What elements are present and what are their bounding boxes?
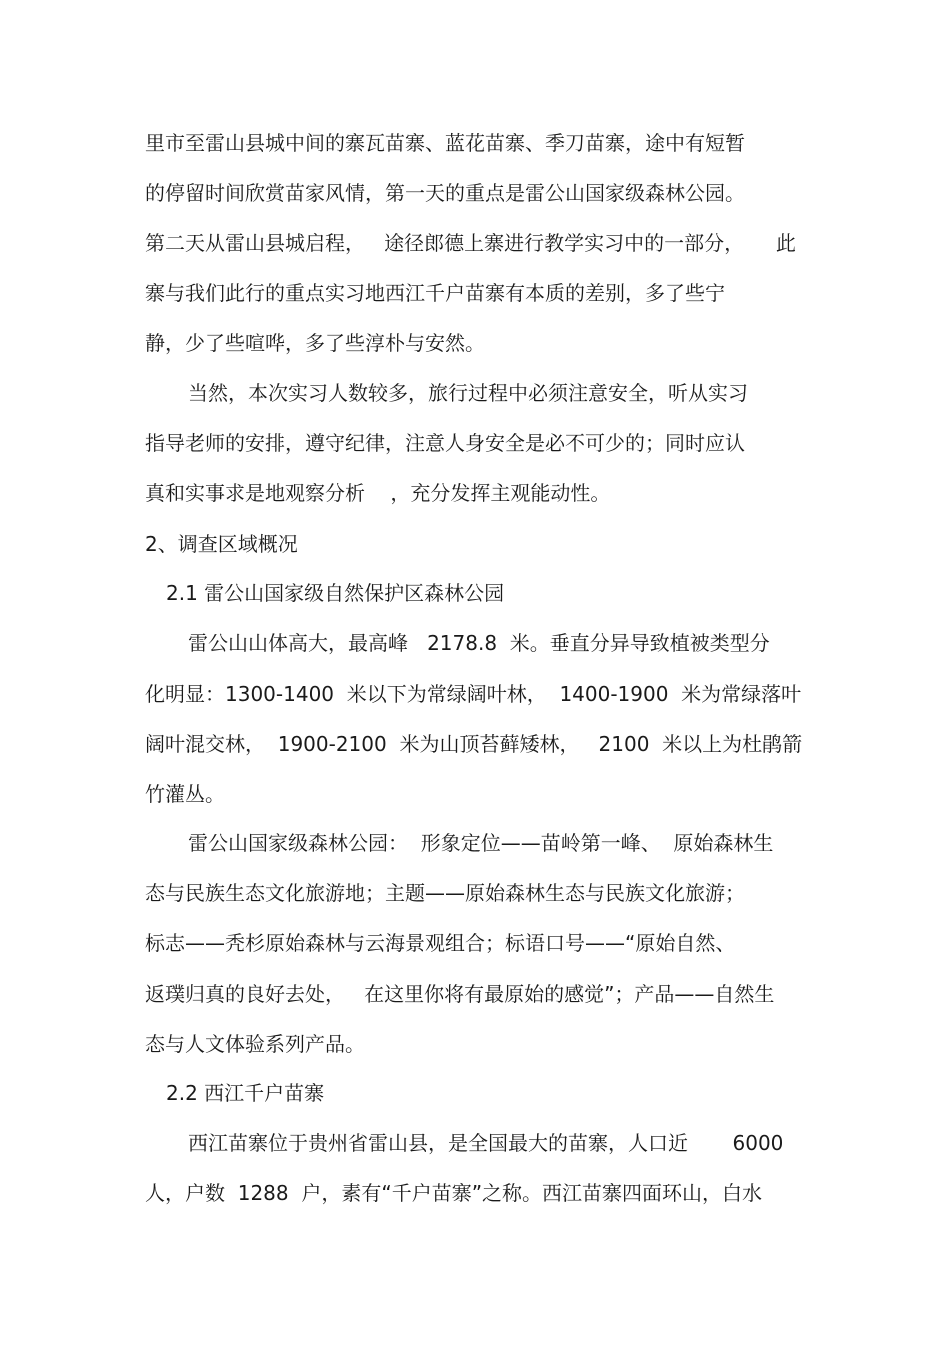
text-line: 指导老师的安排，遵守纪律，注意人身安全是必不可少的；同时应认 — [145, 431, 745, 455]
text-line: 第二天从雷山县城启程， 途径郎德上寨进行教学实习中的一部分， 此 — [145, 231, 796, 255]
paragraph-start-line: 雷公山山体高大，最高峰 2178.8 米。垂直分异导致植被类型分 — [188, 631, 770, 655]
subsection-heading: 2.2 西江千户苗寨 — [166, 1081, 325, 1105]
paragraph-start-line: 当然，本次实习人数较多，旅行过程中必须注意安全，听从实习 — [188, 381, 748, 405]
text-line: 标志——秃杉原始森林与云海景观组合；标语口号——“原始自然、 — [145, 931, 736, 955]
text-line: 静，少了些喧哗，多了些淳朴与安然。 — [145, 331, 485, 355]
text-line: 态与人文体验系列产品。 — [145, 1032, 365, 1056]
text-line: 的停留时间欣赏苗家风情，第一天的重点是雷公山国家级森林公园。 — [145, 181, 745, 205]
text-line: 人，户数 1288 户，素有“千户苗寨”之称。西江苗寨四面环山，白水 — [145, 1181, 763, 1205]
text-line: 返璞归真的良好去处， 在这里你将有最原始的感觉”；产品——自然生 — [145, 982, 775, 1006]
text-line: 化明显：1300-1400 米以下为常绿阔叶林， 1400-1900 米为常绿落叶 — [145, 682, 802, 706]
paragraph-start-line: 雷公山国家级森林公园： 形象定位——苗岭第一峰、 原始森林生 — [188, 831, 774, 855]
paragraph-start-line: 西江苗寨位于贵州省雷山县，是全国最大的苗寨，人口近 6000 — [188, 1131, 784, 1155]
text-line: 里市至雷山县城中间的寨瓦苗寨、蓝花苗寨、季刀苗寨，途中有短暂 — [145, 131, 745, 155]
section-heading: 2、调查区域概况 — [145, 532, 298, 556]
text-line: 竹灌丛。 — [145, 782, 225, 806]
text-line: 真和实事求是地观察分析 ，充分发挥主观能动性。 — [145, 481, 611, 505]
text-line: 阔叶混交林， 1900-2100 米为山顶苔藓矮林， 2100 米以上为杜鹃箭 — [145, 732, 803, 756]
text-line: 态与民族生态文化旅游地；主题——原始森林生态与民族文化旅游； — [145, 881, 745, 905]
text-line: 寨与我们此行的重点实习地西江千户苗寨有本质的差别，多了些宁 — [145, 281, 725, 305]
subsection-heading: 2.1 雷公山国家级自然保护区森林公园 — [166, 581, 505, 605]
